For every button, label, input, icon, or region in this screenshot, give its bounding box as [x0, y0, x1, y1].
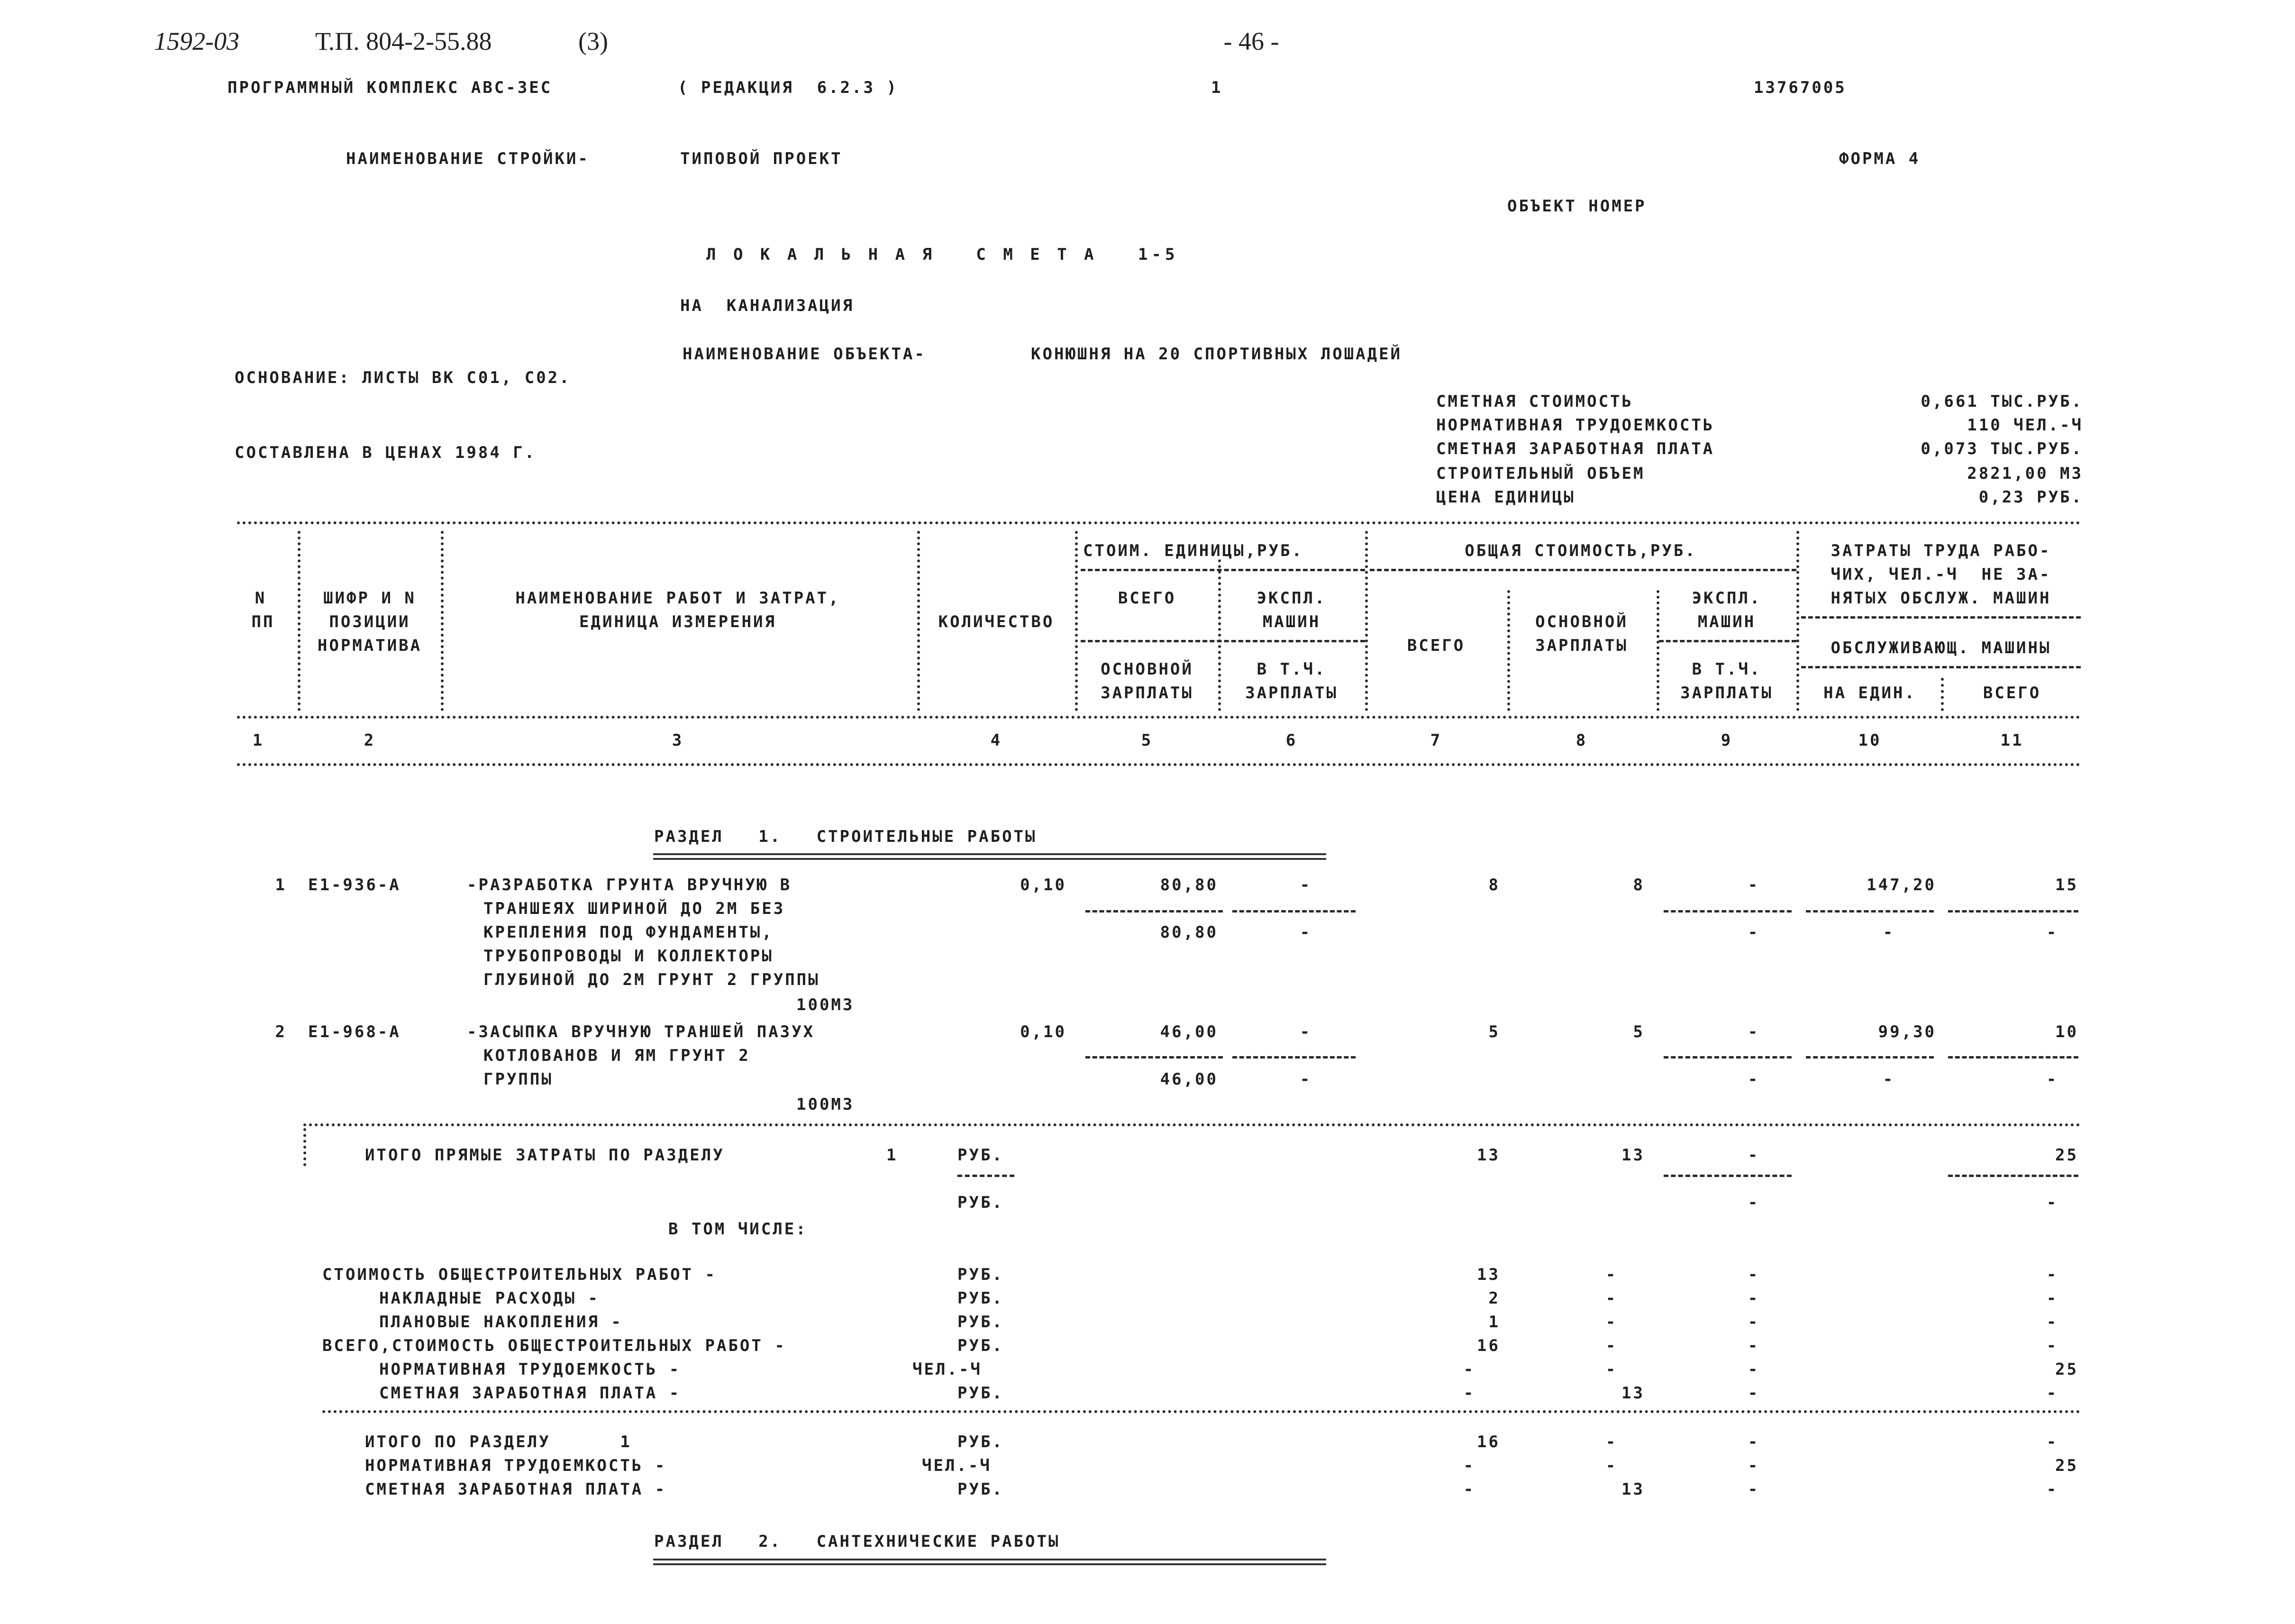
item-labor-total-2: - [2046, 1070, 2058, 1089]
item-name-line: КОТЛОВАНОВ И ЯМ ГРУНТ 2 [483, 1046, 750, 1065]
direct-costs-machines: - [1748, 1146, 1760, 1165]
breakdown-labor: 25 [2055, 1360, 2078, 1379]
breakdown-salary: - [1605, 1360, 1618, 1379]
column-number: 3 [672, 731, 684, 750]
col-total: ВСЕГО [1407, 636, 1466, 655]
col-base-salary: ЗАРПЛАТЫ [1101, 684, 1193, 703]
item-unit: 100М3 [796, 1095, 855, 1114]
direct-costs-machines-2: - [1748, 1193, 1760, 1212]
item-labor-total: 15 [2055, 876, 2078, 894]
summary-label: НОРМАТИВНАЯ ТРУДОЕМКОСТЬ [1436, 416, 1715, 435]
breakdown-total: 13 [1477, 1265, 1500, 1284]
summary-value: 0,661 ТЫС.РУБ. [1921, 392, 2083, 411]
column-divider [917, 531, 920, 711]
cell-rule [1806, 1056, 1934, 1058]
breakdown-label: НАКЛАДНЫЕ РАСХОДЫ - [379, 1289, 600, 1308]
col-per-unit: НА ЕДИН. [1823, 684, 1916, 703]
item-expl-salary: - [1300, 1070, 1312, 1089]
item-machines: - [1748, 876, 1760, 894]
total-salary: - [1605, 1432, 1618, 1451]
estimate-subject: НА КАНАЛИЗАЦИЯ [680, 296, 855, 315]
col-labor: ЗАТРАТЫ ТРУДА РАБО- [1831, 541, 2051, 560]
cell-rule [1232, 910, 1356, 912]
item-labor-total-2: - [2046, 923, 2058, 942]
col-machines: ЭКСПЛ. [1692, 589, 1762, 608]
direct-costs-labor-2: - [2046, 1193, 2058, 1212]
table-top-rule [237, 521, 2081, 524]
total-value: - [1463, 1456, 1475, 1475]
column-divider [1218, 559, 1221, 711]
breakdown-unit: ЧЕЛ.-Ч [912, 1360, 982, 1379]
total-unit: РУБ. [957, 1480, 1004, 1499]
breakdown-total: 16 [1477, 1336, 1500, 1355]
summary-value: 0,073 ТЫС.РУБ. [1921, 439, 2083, 458]
item-labor-unit-2: - [1883, 923, 1895, 942]
col-machines: МАШИН [1697, 612, 1756, 631]
direct-costs-unit-2: РУБ. [957, 1193, 1004, 1212]
item-unit: 100М3 [796, 995, 855, 1014]
item-qty: 0,10 [1020, 1022, 1066, 1041]
section-rule [303, 1123, 2081, 1126]
item-expl: - [1300, 876, 1312, 894]
col-machines-salary: В Т.Ч. [1692, 660, 1762, 679]
header-bottom-rule [237, 763, 2081, 766]
header-subrule [1081, 569, 1365, 571]
col-code: ПОЗИЦИИ [329, 612, 410, 631]
object-number: ОБЪЕКТ НОМЕР [1507, 197, 1647, 216]
total-salary: 13 [1621, 1480, 1645, 1499]
breakdown-labor: - [2046, 1336, 2058, 1355]
breakdown-salary: - [1605, 1336, 1618, 1355]
breakdown-label: ПЛАНОВЫЕ НАКОПЛЕНИЯ - [379, 1313, 623, 1332]
section-underline [653, 853, 1326, 860]
breakdown-labor: - [2046, 1384, 2058, 1403]
item-number: 1 [275, 876, 287, 894]
breakdown-unit: РУБ. [957, 1384, 1004, 1403]
breakdown-machines: - [1748, 1384, 1760, 1403]
total-labor: - [2046, 1432, 2058, 1451]
cell-rule [1664, 910, 1792, 912]
item-name-line: ГЛУБИНОЙ ДО 2М ГРУНТ 2 ГРУППЫ [483, 970, 820, 989]
direct-costs-salary: 13 [1621, 1146, 1645, 1165]
total-unit: ЧЕЛ.-Ч [922, 1456, 992, 1475]
column-divider [1075, 531, 1078, 711]
item-qty: 0,10 [1020, 876, 1066, 894]
item-name-line: КРЕПЛЕНИЯ ПОД ФУНДАМЕНТЫ, [483, 923, 774, 942]
col-salary: ЗАРПЛАТЫ [1535, 636, 1628, 655]
section-underline [653, 1559, 1326, 1565]
col-name: НАИМЕНОВАНИЕ РАБОТ И ЗАТРАТ, [515, 589, 840, 608]
total-salary: - [1605, 1456, 1618, 1475]
breakdown-machines: - [1748, 1313, 1760, 1332]
total-machines: - [1748, 1480, 1760, 1499]
item-code: Е1-968-А [308, 1022, 401, 1041]
breakdown-total: 1 [1488, 1313, 1500, 1332]
construction-name: ТИПОВОЙ ПРОЕКТ [680, 149, 843, 168]
construction-label: НАИМЕНОВАНИЕ СТРОЙКИ- [346, 149, 590, 168]
section-title: РАЗДЕЛ 1. СТРОИТЕЛЬНЫЕ РАБОТЫ [654, 827, 1037, 846]
breakdown-unit: РУБ. [957, 1313, 1004, 1332]
col-total-cost: ОБЩАЯ СТОИМОСТЬ,РУБ. [1465, 541, 1697, 560]
col-code: ШИФР И N [323, 589, 416, 608]
column-number: 4 [990, 731, 1002, 750]
breakdown-unit: РУБ. [957, 1289, 1004, 1308]
header-subrule [1801, 666, 2081, 668]
cell-rule [1085, 910, 1223, 912]
total-machines: - [1748, 1456, 1760, 1475]
breakdown-salary: 13 [1621, 1384, 1645, 1403]
col-n: ПП [251, 612, 275, 631]
breakdown-machines: - [1748, 1360, 1760, 1379]
item-name-line: -ЗАСЫПКА ВРУЧНУЮ ТРАНШЕЙ ПАЗУХ [467, 1022, 815, 1041]
column-divider [1657, 590, 1659, 711]
item-labor-unit: 147,20 [1867, 876, 1936, 894]
breakdown-salary: - [1605, 1265, 1618, 1284]
header-rule [237, 716, 2081, 719]
breakdown-salary: - [1605, 1313, 1618, 1332]
breakdown-machines: - [1748, 1289, 1760, 1308]
breakdown-label: НОРМАТИВНАЯ ТРУДОЕМКОСТЬ - [379, 1360, 681, 1379]
summary-label: СМЕТНАЯ СТОИМОСТЬ [1436, 392, 1633, 411]
item-salary: 5 [1633, 1022, 1645, 1041]
item-total: 8 [1488, 876, 1500, 894]
item-base-salary: 80,80 [1160, 923, 1218, 942]
breakdown-label: ВСЕГО,СТОИМОСТЬ ОБЩЕСТРОИТЕЛЬНЫХ РАБОТ - [322, 1336, 786, 1355]
direct-costs-total: 13 [1477, 1146, 1500, 1165]
column-number: 8 [1576, 731, 1588, 750]
col-expl: ЭКСПЛ. [1257, 589, 1327, 608]
project-code: Т.П. 804-2-55.88 [315, 27, 492, 55]
item-price: 80,80 [1160, 876, 1218, 894]
item-name-line: -РАЗРАБОТКА ГРУНТА ВРУЧНУЮ В [467, 876, 792, 894]
sheet-part: (3) [578, 27, 608, 55]
item-name-line: ТРАНШЕЯХ ШИРИНОЙ ДО 2М БЕЗ [483, 899, 785, 918]
item-expl-salary: - [1300, 923, 1312, 942]
direct-costs-unit: РУБ. [957, 1146, 1004, 1165]
column-divider [1941, 678, 1944, 711]
breakdown-label: СМЕТНАЯ ЗАРАБОТНАЯ ПЛАТА - [379, 1384, 681, 1403]
breakdown-labor: - [2046, 1265, 2058, 1284]
summary-label: СМЕТНАЯ ЗАРАБОТНАЯ ПЛАТА [1436, 439, 1715, 458]
column-divider [298, 531, 301, 711]
column-divider [1365, 531, 1368, 711]
summary-value: 2821,00 М3 [1967, 464, 2083, 483]
cell-rule [1948, 910, 2078, 912]
breakdown-machines: - [1748, 1265, 1760, 1284]
summary-value: 0,23 РУБ. [1978, 488, 2083, 507]
section-title: РАЗДЕЛ 2. САНТЕХНИЧЕСКИЕ РАБОТЫ [654, 1532, 1060, 1551]
column-number: 1 [252, 731, 264, 750]
form-label: ФОРМА 4 [1839, 149, 1921, 168]
doc-number: 1592-03 [154, 27, 239, 55]
column-divider [1796, 531, 1799, 711]
sheet-index: 1 [1211, 78, 1223, 97]
item-machines-salary: - [1748, 1070, 1760, 1089]
page-number: - 46 - [1223, 27, 1279, 55]
breakdown-labor: - [2046, 1313, 2058, 1332]
breakdown-machines: - [1748, 1336, 1760, 1355]
cell-rule [1664, 1056, 1792, 1058]
total-label: НОРМАТИВНАЯ ТРУДОЕМКОСТЬ - [365, 1456, 667, 1475]
breakdown-label: СТОИМОСТЬ ОБЩЕСТРОИТЕЛЬНЫХ РАБОТ - [322, 1265, 717, 1284]
column-number: 5 [1141, 731, 1153, 750]
total-labor: - [2046, 1480, 2058, 1499]
cell-rule [1948, 1175, 2078, 1177]
breakdown-salary: - [1605, 1289, 1618, 1308]
header-subrule [1081, 640, 1365, 642]
direct-costs-labor: 25 [2055, 1146, 2078, 1165]
including-label: В ТОМ ЧИСЛЕ: [668, 1220, 808, 1239]
cell-rule [1664, 1175, 1792, 1177]
summary-value: 110 ЧЕЛ.-Ч [1967, 416, 2083, 435]
section-rule [322, 1410, 2081, 1413]
col-base-salary: ОСНОВНОЙ [1101, 660, 1193, 679]
item-machines-salary: - [1748, 923, 1760, 942]
summary-label: ЦЕНА ЕДИНИЦЫ [1436, 488, 1576, 507]
col-servicing: ОБСЛУЖИВАЮЩ. МАШИНЫ [1831, 639, 2051, 657]
total-value: - [1463, 1480, 1475, 1499]
cell-rule [1948, 1056, 2078, 1058]
item-name-line: ГРУППЫ [483, 1070, 553, 1089]
col-unit-total: ВСЕГО [1118, 589, 1176, 608]
header-subrule [1370, 569, 1796, 571]
item-labor-total: 10 [2055, 1022, 2078, 1041]
column-number: 2 [364, 731, 376, 750]
total-label: ИТОГО ПО РАЗДЕЛУ 1 [365, 1432, 632, 1451]
cell-rule [957, 1175, 1014, 1177]
item-total: 5 [1488, 1022, 1500, 1041]
breakdown-total: - [1463, 1384, 1475, 1403]
estimate-title: Л О К А Л Ь Н А Я С М Е Т А 1-5 [706, 245, 1179, 264]
col-unit-cost: СТОИМ. ЕДИНИЦЫ,РУБ. [1083, 541, 1303, 560]
col-incl-salary: ЗАРПЛАТЫ [1245, 684, 1338, 703]
price-basis: СОСТАВЛЕНА В ЦЕНАХ 1984 Г. [235, 443, 537, 462]
item-salary: 8 [1633, 876, 1645, 894]
column-number: 9 [1721, 731, 1733, 750]
direct-costs-section: 1 [886, 1146, 898, 1165]
col-qty: КОЛИЧЕСТВО [938, 612, 1055, 631]
summary-label: СТРОИТЕЛЬНЫЙ ОБЪЕМ [1436, 464, 1645, 483]
breakdown-unit: РУБ. [957, 1265, 1004, 1284]
header-subrule [1659, 640, 1796, 642]
total-labor: 25 [2055, 1456, 2078, 1475]
col-all: ВСЕГО [1983, 684, 2041, 703]
column-number: 7 [1430, 731, 1442, 750]
total-unit: РУБ. [957, 1432, 1004, 1451]
breakdown-unit: РУБ. [957, 1336, 1004, 1355]
breakdown-total: - [1463, 1360, 1475, 1379]
breakdown-total: 2 [1488, 1289, 1500, 1308]
col-code: НОРМАТИВА [317, 636, 422, 655]
col-n: N [255, 589, 267, 608]
col-salary: ОСНОВНОЙ [1535, 612, 1628, 631]
column-number: 6 [1285, 731, 1298, 750]
cell-rule [1806, 910, 1934, 912]
item-name-line: ТРУБОПРОВОДЫ И КОЛЛЕКТОРЫ [483, 947, 774, 966]
item-code: Е1-936-А [308, 876, 401, 894]
object-label: НАИМЕНОВАНИЕ ОБЪЕКТА- [683, 345, 926, 364]
registration-code: 13767005 [1754, 78, 1847, 97]
object-name: КОНЮШНЯ НА 20 СПОРТИВНЫХ ЛОШАДЕЙ [1031, 345, 1402, 364]
col-expl: МАШИН [1262, 612, 1321, 631]
item-base-salary: 46,00 [1160, 1070, 1218, 1089]
basis: ОСНОВАНИЕ: ЛИСТЫ ВК С01, С02. [235, 368, 571, 387]
column-divider [441, 531, 444, 711]
item-labor-unit: 99,30 [1878, 1022, 1936, 1041]
cell-rule [1232, 1056, 1356, 1058]
total-label: СМЕТНАЯ ЗАРАБОТНАЯ ПЛАТА - [365, 1480, 667, 1499]
column-divider [1507, 590, 1510, 711]
col-labor: ЧИХ, ЧЕЛ.-Ч НЕ ЗА- [1831, 565, 2051, 584]
total-value: 16 [1477, 1432, 1500, 1451]
col-labor: НЯТЫХ ОБСЛУЖ. МАШИН [1831, 589, 2051, 608]
direct-costs-label: ИТОГО ПРЯМЫЕ ЗАТРАТЫ ПО РАЗДЕЛУ [365, 1146, 725, 1165]
item-number: 2 [275, 1022, 287, 1041]
item-expl: - [1300, 1022, 1312, 1041]
item-price: 46,00 [1160, 1022, 1218, 1041]
cell-rule [1085, 1056, 1223, 1058]
col-machines-salary: ЗАРПЛАТЫ [1680, 684, 1773, 703]
item-labor-unit-2: - [1883, 1070, 1895, 1089]
total-machines: - [1748, 1432, 1760, 1451]
column-number: 10 [1858, 731, 1882, 750]
col-name: ЕДИНИЦА ИЗМЕРЕНИЯ [579, 612, 776, 631]
item-machines: - [1748, 1022, 1760, 1041]
column-divider [303, 1128, 306, 1166]
software-name: ПРОГРАММНЫЙ КОМПЛЕКС АВС-3ЕС [228, 78, 553, 97]
column-number: 11 [2000, 731, 2024, 750]
breakdown-labor: - [2046, 1289, 2058, 1308]
software-edition: ( РЕДАКЦИЯ 6.2.3 ) [678, 78, 898, 97]
header-subrule [1801, 616, 2081, 619]
col-incl-salary: В Т.Ч. [1257, 660, 1327, 679]
